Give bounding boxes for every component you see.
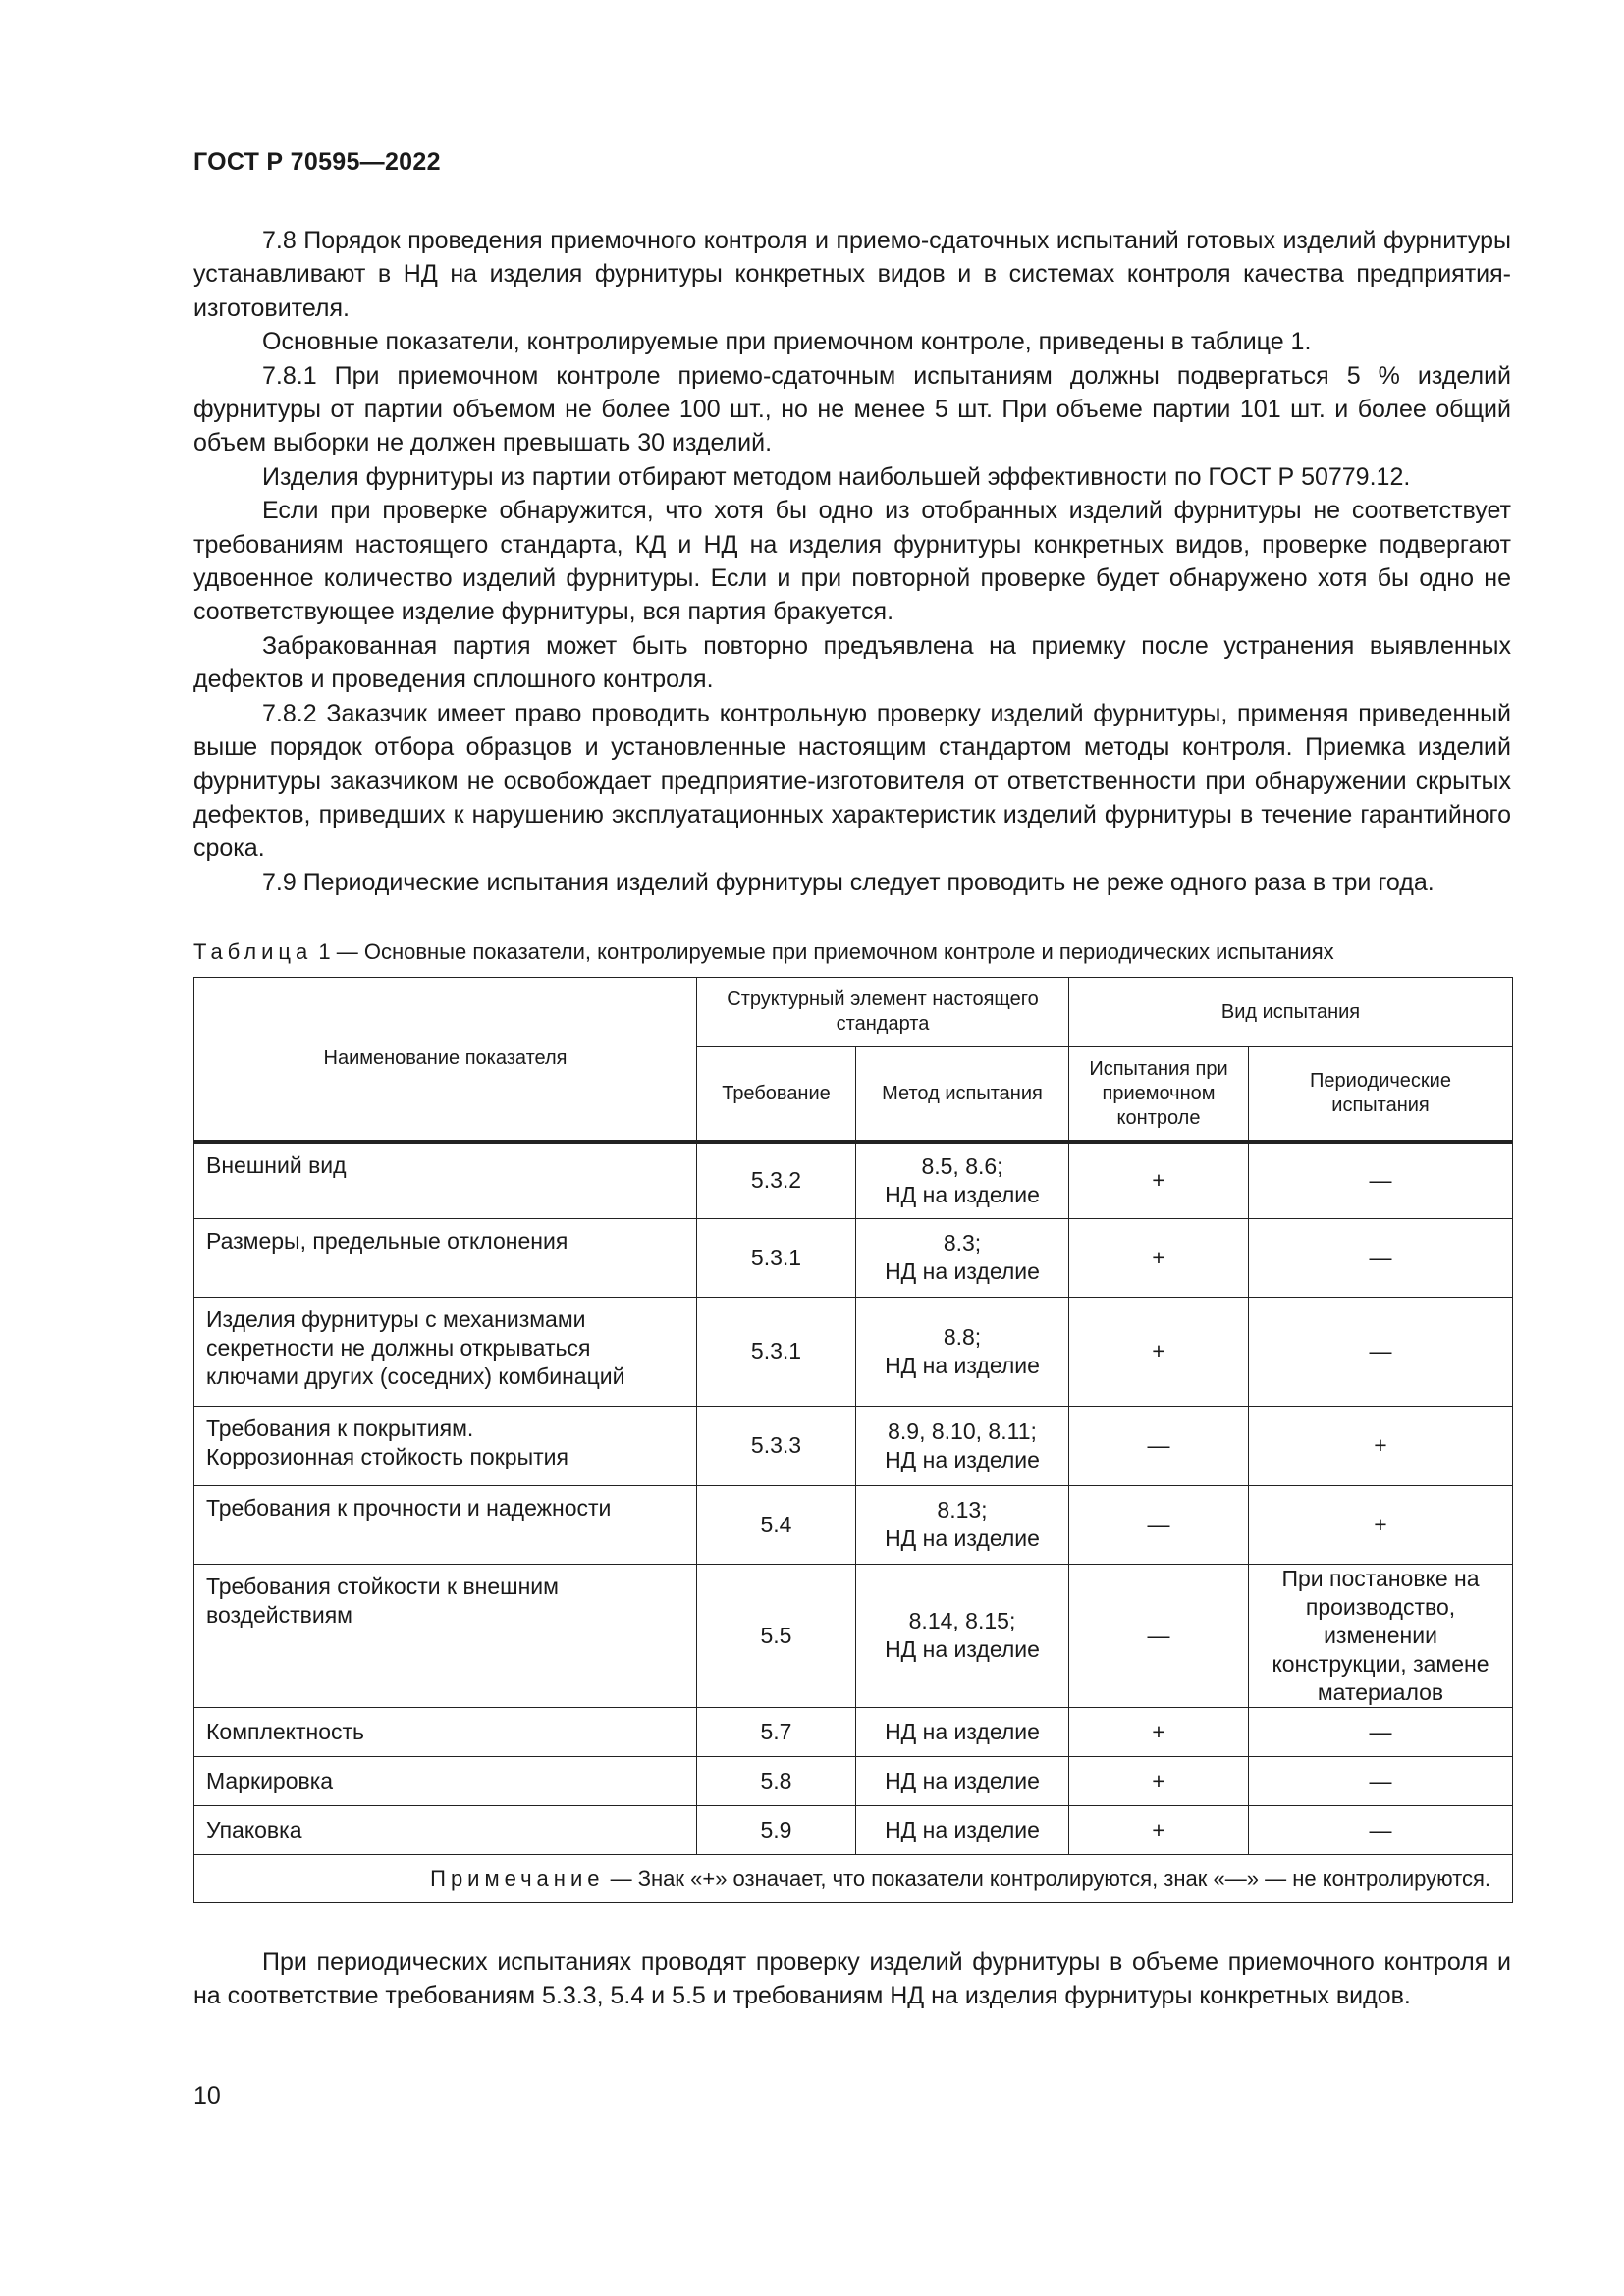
cell-requirement: 5.3.1 [697, 1218, 856, 1297]
cell-periodic: — [1249, 1218, 1513, 1297]
cell-method: НД на изделие [856, 1756, 1069, 1805]
table-note-label: Примечание [430, 1866, 605, 1891]
paragraph: При периодических испытаниях проводят проверку изделий фурнитуры в объеме приемочного контроля и на соответствие требованиям 5.3.3, 5.4 и 5.5 и требованиям НД на изделия фурнитуры конкретных видов. [193, 1949, 1511, 2010]
cell-acceptance: + [1069, 1805, 1249, 1854]
cell-requirement: 5.5 [697, 1564, 856, 1707]
cell-method: 8.14, 8.15; НД на изделие [856, 1564, 1069, 1707]
cell-acceptance: + [1069, 1297, 1249, 1406]
table-row [194, 1142, 1513, 1218]
cell-name: Комплектность [194, 1707, 697, 1756]
table-row [194, 1756, 1513, 1805]
cell-method: 8.8; НД на изделие [856, 1297, 1069, 1406]
cell-name: Внешний вид [194, 1142, 697, 1218]
header-acceptance: Испытания при приемочном контроле [1069, 1047, 1249, 1143]
cell-requirement: 5.9 [697, 1805, 856, 1854]
cell-requirement: 5.7 [697, 1707, 856, 1756]
header-periodic: Периодические испытания [1249, 1047, 1513, 1143]
table-caption-text: 1 — Основные показатели, контролируемые при приемочном контроле и периодических испытаниях [318, 939, 1334, 964]
cell-periodic: При постановке на производство, изменении конструкции, замене материалов [1249, 1564, 1513, 1707]
paragraph: Если при проверке обнаружится, что хотя бы одно из отобранных изделий фурнитуры не соответствует требованиям настоящего стандарта, КД и НД на изделия фурнитуры конкретных видов, проверке подвергают удвоенное количество изделий фурнитуры. Если и при повторной проверке будет обнаружено хотя бы одно не соответствующее изделие фурнитуры, вся партия бракуется. [193, 497, 1511, 626]
page-number: 10 [193, 2082, 221, 2109]
paragraph: Основные показатели, контролируемые при приемочном контроле, приведены в таблице 1. [262, 328, 1312, 356]
cell-periodic: — [1249, 1756, 1513, 1805]
cell-periodic: + [1249, 1406, 1513, 1485]
header-test-type: Вид испытания [1069, 978, 1513, 1047]
table-row [194, 1218, 1513, 1297]
paragraph: 7.8.1 При приемочном контроле приемо-сдаточным испытаниям должны подвергаться 5 % изделий фурнитуры от партии объемом не более 100 шт., но не менее 5 шт. При объеме партии 101 шт. и более общий объем выборки не должен превышать 30 изделий. [193, 361, 1511, 457]
cell-requirement: 5.4 [697, 1485, 856, 1564]
cell-acceptance: — [1069, 1406, 1249, 1485]
cell-requirement: 5.3.1 [697, 1297, 856, 1406]
cell-method: НД на изделие [856, 1707, 1069, 1756]
cell-method: 8.5, 8.6; НД на изделие [856, 1142, 1069, 1218]
cell-requirement: 5.3.2 [697, 1142, 856, 1218]
table-row [194, 1707, 1513, 1756]
table-row [194, 1406, 1513, 1485]
cell-method: НД на изделие [856, 1805, 1069, 1854]
cell-acceptance: — [1069, 1564, 1249, 1707]
paragraph: Изделия фурнитуры из партии отбирают методом наибольшей эффективности по ГОСТ Р 50779.12. [262, 462, 1411, 491]
cell-name: Требования к покрытиям. Коррозионная стойкость покрытия [194, 1406, 697, 1485]
cell-name: Требования к прочности и надежности [194, 1485, 697, 1564]
cell-method: 8.9, 8.10, 8.11; НД на изделие [856, 1406, 1069, 1485]
paragraph: 7.8.2 Заказчик имеет право проводить контрольную проверку изделий фурнитуры, применяя приведенный выше порядок отбора образцов и установленные настоящим стандартом методы контроля. Приемка изделий фурнитуры заказчиком не освобождает предприятие-изготовителя от ответственности при обнаружении скрытых дефектов, приведших к нарушению эксплуатационных характеристик изделий фурнитуры в течение гарантийного срока. [193, 699, 1511, 863]
cell-acceptance: + [1069, 1142, 1249, 1218]
cell-method: 8.3; НД на изделие [856, 1218, 1069, 1297]
table-note-row [194, 1854, 1513, 1902]
header-method: Метод испытания [856, 1047, 1069, 1143]
cell-name: Маркировка [194, 1756, 697, 1805]
cell-requirement: 5.3.3 [697, 1406, 856, 1485]
cell-periodic: — [1249, 1805, 1513, 1854]
cell-requirement: 5.8 [697, 1756, 856, 1805]
cell-periodic: — [1249, 1297, 1513, 1406]
cell-name: Изделия фурнитуры с механизмами секретности не должны открываться ключами других (соседних) комбинаций [194, 1297, 697, 1406]
document-header: ГОСТ Р 70595—2022 [193, 148, 441, 176]
cell-acceptance: + [1069, 1707, 1249, 1756]
table-row [194, 1297, 1513, 1406]
table-row [194, 1805, 1513, 1854]
table-caption-label: Таблица [193, 939, 313, 964]
cell-periodic: — [1249, 1707, 1513, 1756]
closing-text [193, 1946, 1511, 2013]
cell-acceptance: — [1069, 1485, 1249, 1564]
table-note-text: — Знак «+» означает, что показатели контролируются, знак «—» — не контролируются. [610, 1866, 1491, 1891]
table-note [194, 1854, 1513, 1902]
body-text [193, 224, 1511, 899]
header-structural-element: Структурный элемент настоящего стандарта [697, 978, 1069, 1047]
cell-name: Размеры, предельные отклонения [194, 1218, 697, 1297]
cell-name: Упаковка [194, 1805, 697, 1854]
table-caption [193, 938, 1511, 966]
cell-acceptance: + [1069, 1756, 1249, 1805]
header-name: Наименование показателя [194, 978, 697, 1143]
paragraph: Забракованная партия может быть повторно предъявлена на приемку после устранения выявленных дефектов и проведения сплошного контроля. [193, 631, 1511, 694]
cell-acceptance: + [1069, 1218, 1249, 1297]
cell-name: Требования стойкости к внешним воздействиям [194, 1564, 697, 1707]
cell-periodic: + [1249, 1485, 1513, 1564]
header-requirement: Требование [697, 1047, 856, 1143]
cell-periodic: — [1249, 1142, 1513, 1218]
indicators-table [193, 977, 1513, 1903]
cell-method: 8.13; НД на изделие [856, 1485, 1069, 1564]
table-row [194, 1485, 1513, 1564]
paragraph: 7.9 Периодические испытания изделий фурнитуры следует проводить не реже одного раза в три года. [262, 868, 1435, 896]
table-row [194, 1564, 1513, 1707]
paragraph: 7.8 Порядок проведения приемочного контроля и приемо-сдаточных испытаний готовых изделий фурнитуры устанавливают в НД на изделия фурнитуры конкретных видов и в системах контроля качества предприятия-изготовителя. [193, 227, 1511, 322]
